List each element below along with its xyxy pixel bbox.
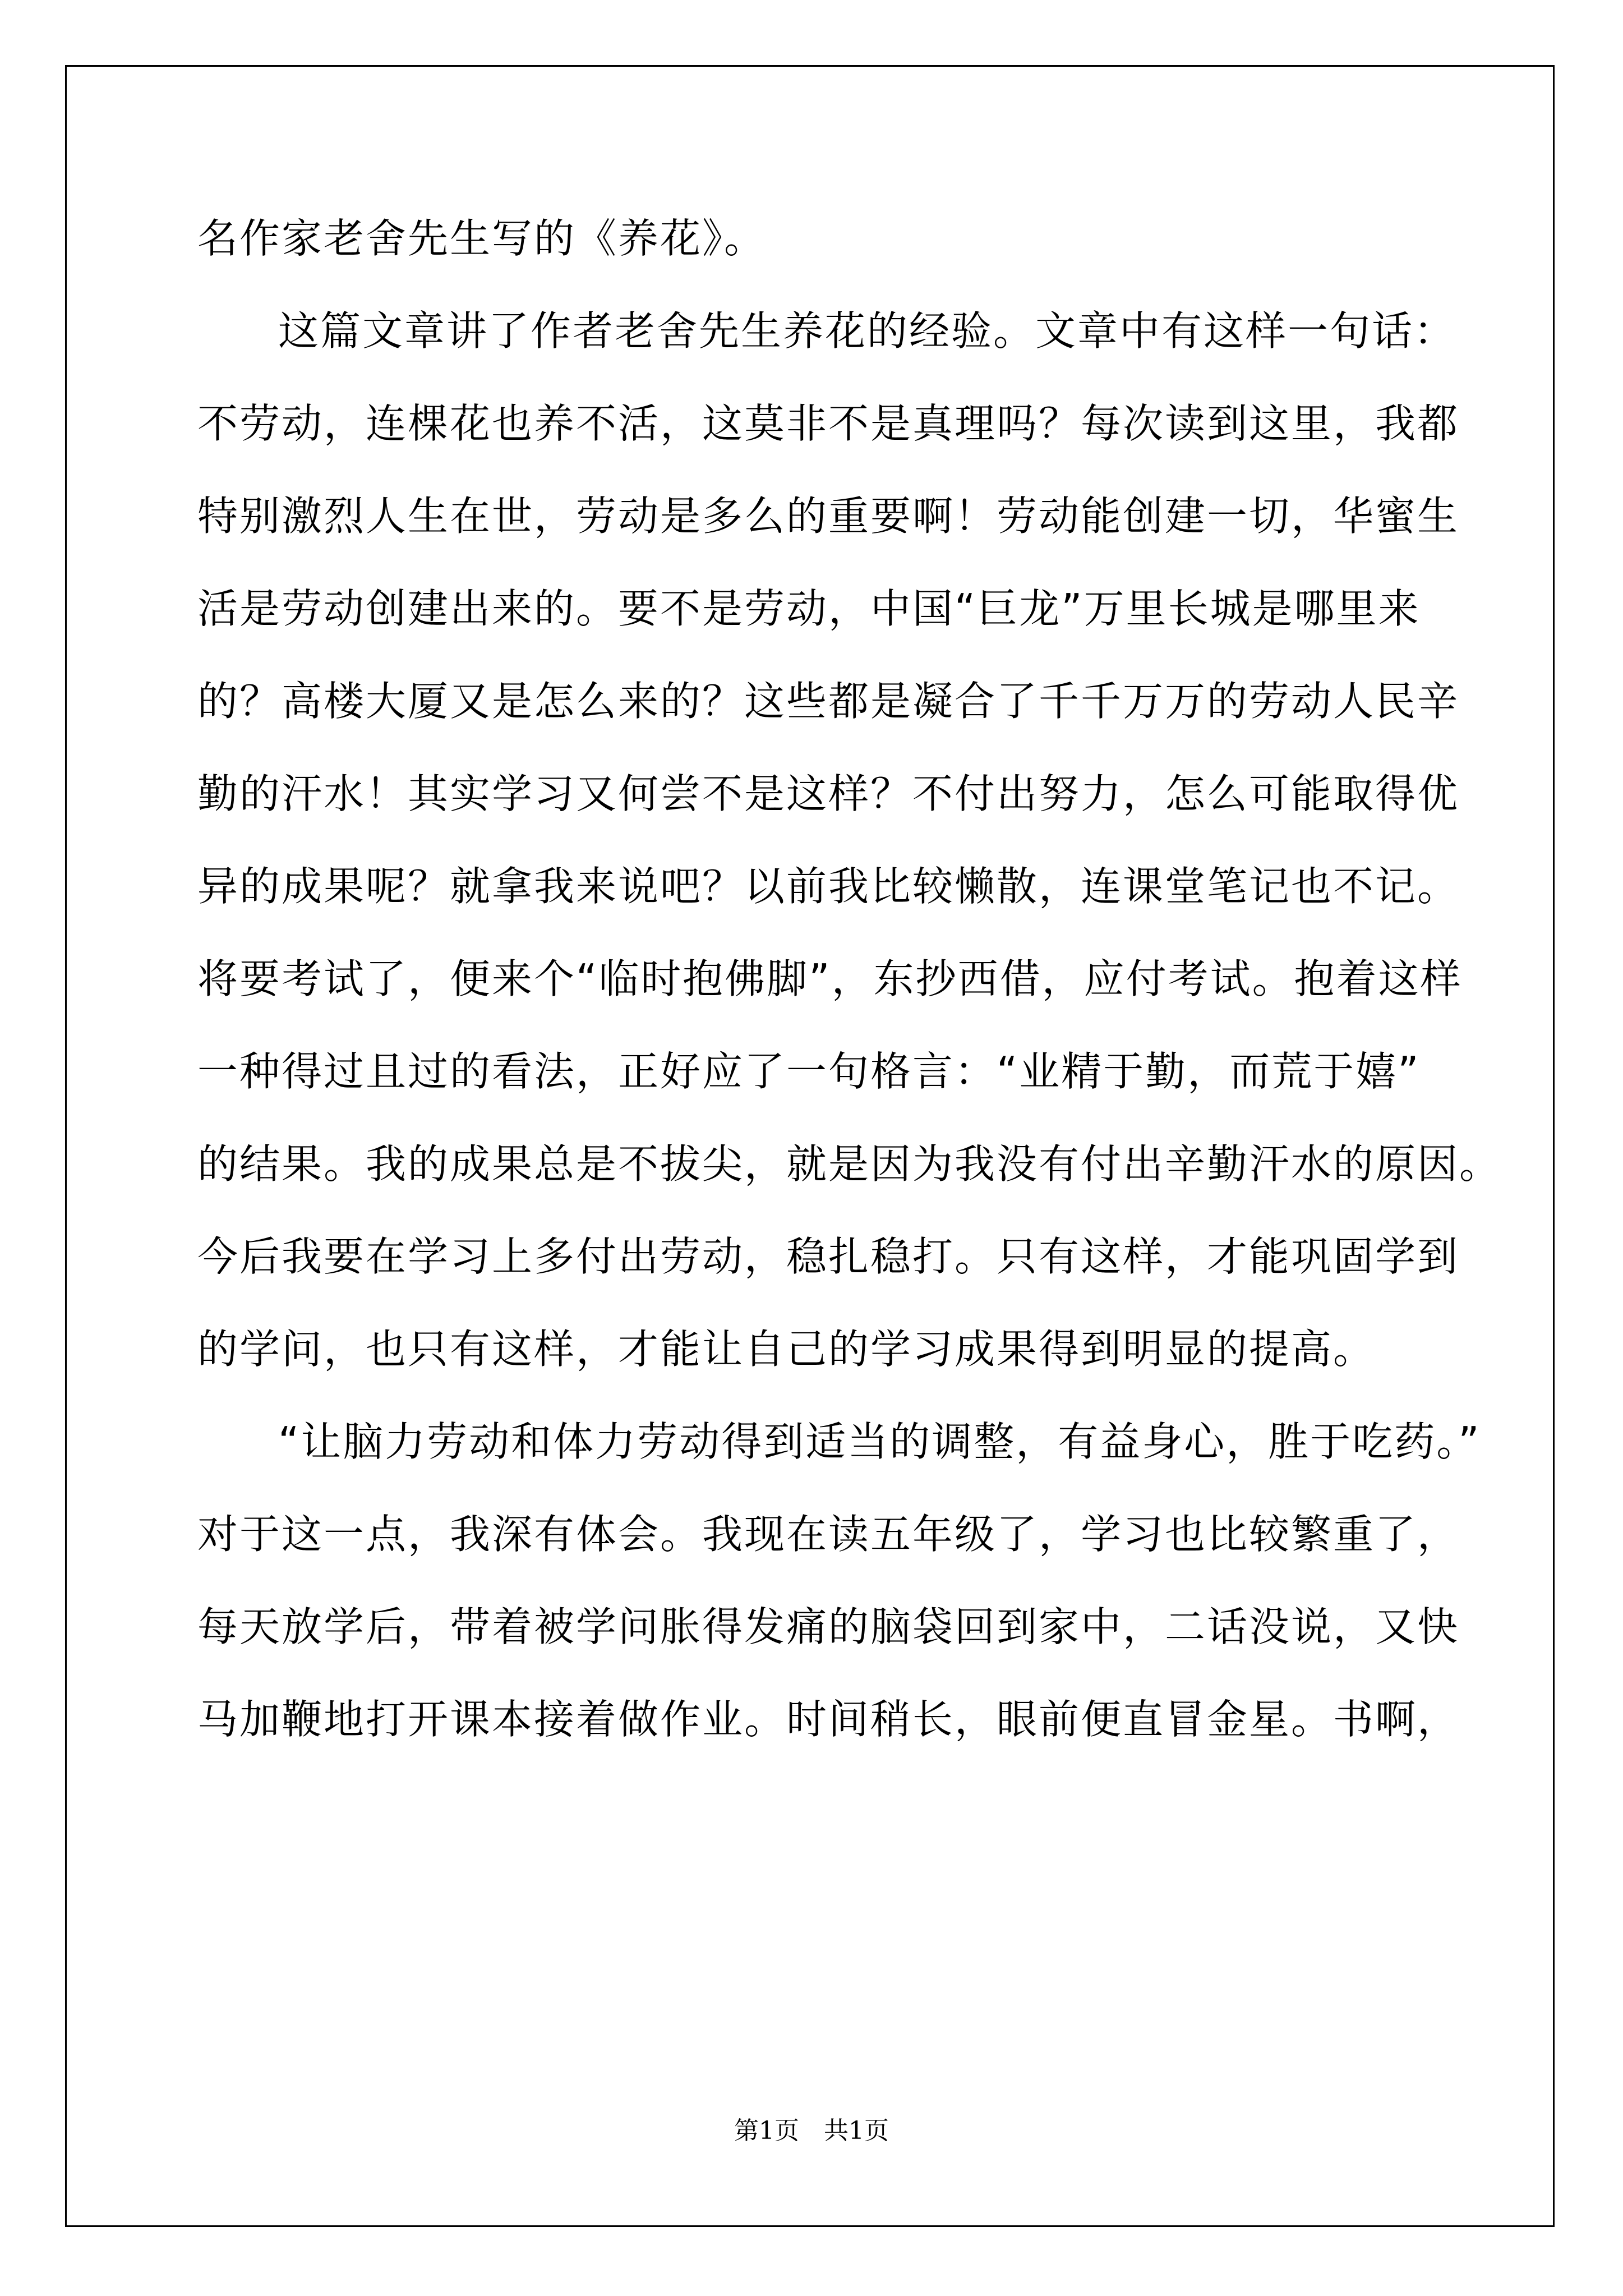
text-line: 今后我要在学习上多付出劳动，稳扎稳打。只有这样，才能巩固学到 xyxy=(197,1233,1460,1280)
text-line: 名作家老舍先生写的《养花》。 xyxy=(197,215,767,262)
page-number-footer: 第1页 共1页 xyxy=(734,2116,889,2145)
paragraph-first-line: “让脑力劳动和体力劳动得到适当的调整，有益身心，胜于吃药。” xyxy=(278,1418,1481,1465)
text-line: 勤的汗水！其实学习又何尝不是这样？不付出努力，怎么可能取得优 xyxy=(197,770,1460,817)
text-line: 活是劳动创建出来的。要不是劳动，中国“巨龙”万里长城是哪里来 xyxy=(197,585,1421,632)
text-line: 将要考试了，便来个“临时抱佛脚”，东抄西借，应付考试。抱着这样 xyxy=(197,955,1463,1002)
text-line: 对于这一点，我深有体会。我现在读五年级了，学习也比较繁重了， xyxy=(197,1511,1460,1558)
text-line: 马加鞭地打开课本接着做作业。时间稍长，眼前便直冒金星。书啊， xyxy=(197,1696,1460,1743)
text-line: 每天放学后，带着被学问胀得发痛的脑袋回到家中，二话没说，又快 xyxy=(197,1603,1460,1650)
text-line: 的学问，也只有这样，才能让自己的学习成果得到明显的提高。 xyxy=(197,1326,1376,1373)
text-line: 不劳动，连棵花也养不活，这莫非不是真理吗？每次读到这里，我都 xyxy=(197,400,1460,447)
text-line: 特别激烈人生在世，劳动是多么的重要啊！劳动能创建一切，华蜜生 xyxy=(197,493,1460,540)
text-line: 的？高楼大厦又是怎么来的？这些都是凝合了千千万万的劳动人民辛 xyxy=(197,678,1460,725)
text-line: 异的成果呢？就拿我来说吧？以前我比较懒散，连课堂笔记也不记。 xyxy=(197,863,1460,910)
text-line: 一种得过且过的看法，正好应了一句格言：“业精于勤，而荒于嬉” xyxy=(197,1048,1421,1095)
paragraph-first-line: 这篇文章讲了作者老舍先生养花的经验。文章中有这样一句话： xyxy=(278,307,1456,355)
text-line: 的结果。我的成果总是不拔尖，就是因为我没有付出辛勤汗水的原因。 xyxy=(197,1140,1502,1188)
